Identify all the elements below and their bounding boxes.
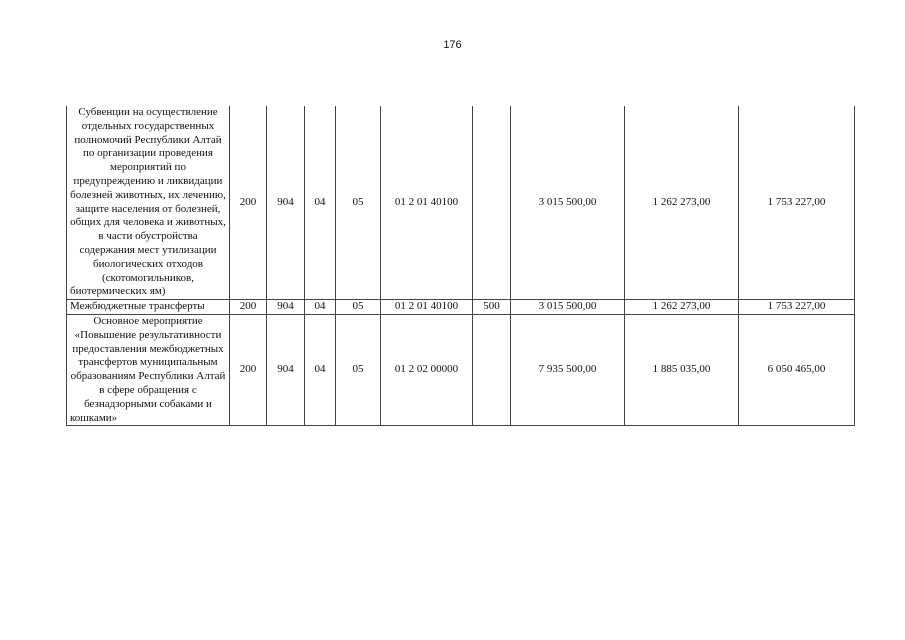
admin-code: 200 — [230, 106, 267, 300]
amount-1: 7 935 500,00 — [511, 314, 625, 425]
amount-2: 1 262 273,00 — [625, 300, 739, 315]
ministry-code: 904 — [267, 300, 305, 315]
budget-table — [66, 106, 855, 426]
page-number: 176 — [443, 39, 462, 51]
amount-3: 1 753 227,00 — [739, 300, 855, 315]
row-name: Основное мероприятие «Повышение результативности предоставления межбюджетных трансфертов муниципальным образованиям Республики Алтай в сфере обращения с безнадзорными собаками и кошками» — [67, 314, 230, 425]
subsection-code: 05 — [336, 106, 381, 300]
amount-2: 1 262 273,00 — [625, 106, 739, 300]
subsection-code: 05 — [336, 314, 381, 425]
admin-code: 200 — [230, 314, 267, 425]
amount-3: 1 753 227,00 — [739, 106, 855, 300]
admin-code: 200 — [230, 300, 267, 315]
amount-1: 3 015 500,00 — [511, 300, 625, 315]
expense-type-code — [473, 106, 511, 300]
target-code: 01 2 01 40100 — [381, 106, 473, 300]
table-row — [67, 300, 855, 315]
table-row — [67, 106, 855, 300]
section-code: 04 — [305, 106, 336, 300]
table-row — [67, 314, 855, 425]
section-code: 04 — [305, 300, 336, 315]
section-code: 04 — [305, 314, 336, 425]
expense-type-code — [473, 314, 511, 425]
amount-2: 1 885 035,00 — [625, 314, 739, 425]
target-code: 01 2 01 40100 — [381, 300, 473, 315]
row-name: Субвенции на осуществление отдельных государственных полномочий Республики Алтай по организации проведения мероприятий по предупреждению и ликвидации болезней животных, их лечению, защите населения от болезней, общих для человека и животных, в части обустройства содержания мест утилизации биологических отходов (скотомогильников, биотермических ям) — [67, 106, 230, 300]
ministry-code: 904 — [267, 314, 305, 425]
target-code: 01 2 02 00000 — [381, 314, 473, 425]
subsection-code: 05 — [336, 300, 381, 315]
expense-type-code: 500 — [473, 300, 511, 315]
row-name: Межбюджетные трансферты — [67, 300, 230, 315]
amount-3: 6 050 465,00 — [739, 314, 855, 425]
ministry-code: 904 — [267, 106, 305, 300]
amount-1: 3 015 500,00 — [511, 106, 625, 300]
